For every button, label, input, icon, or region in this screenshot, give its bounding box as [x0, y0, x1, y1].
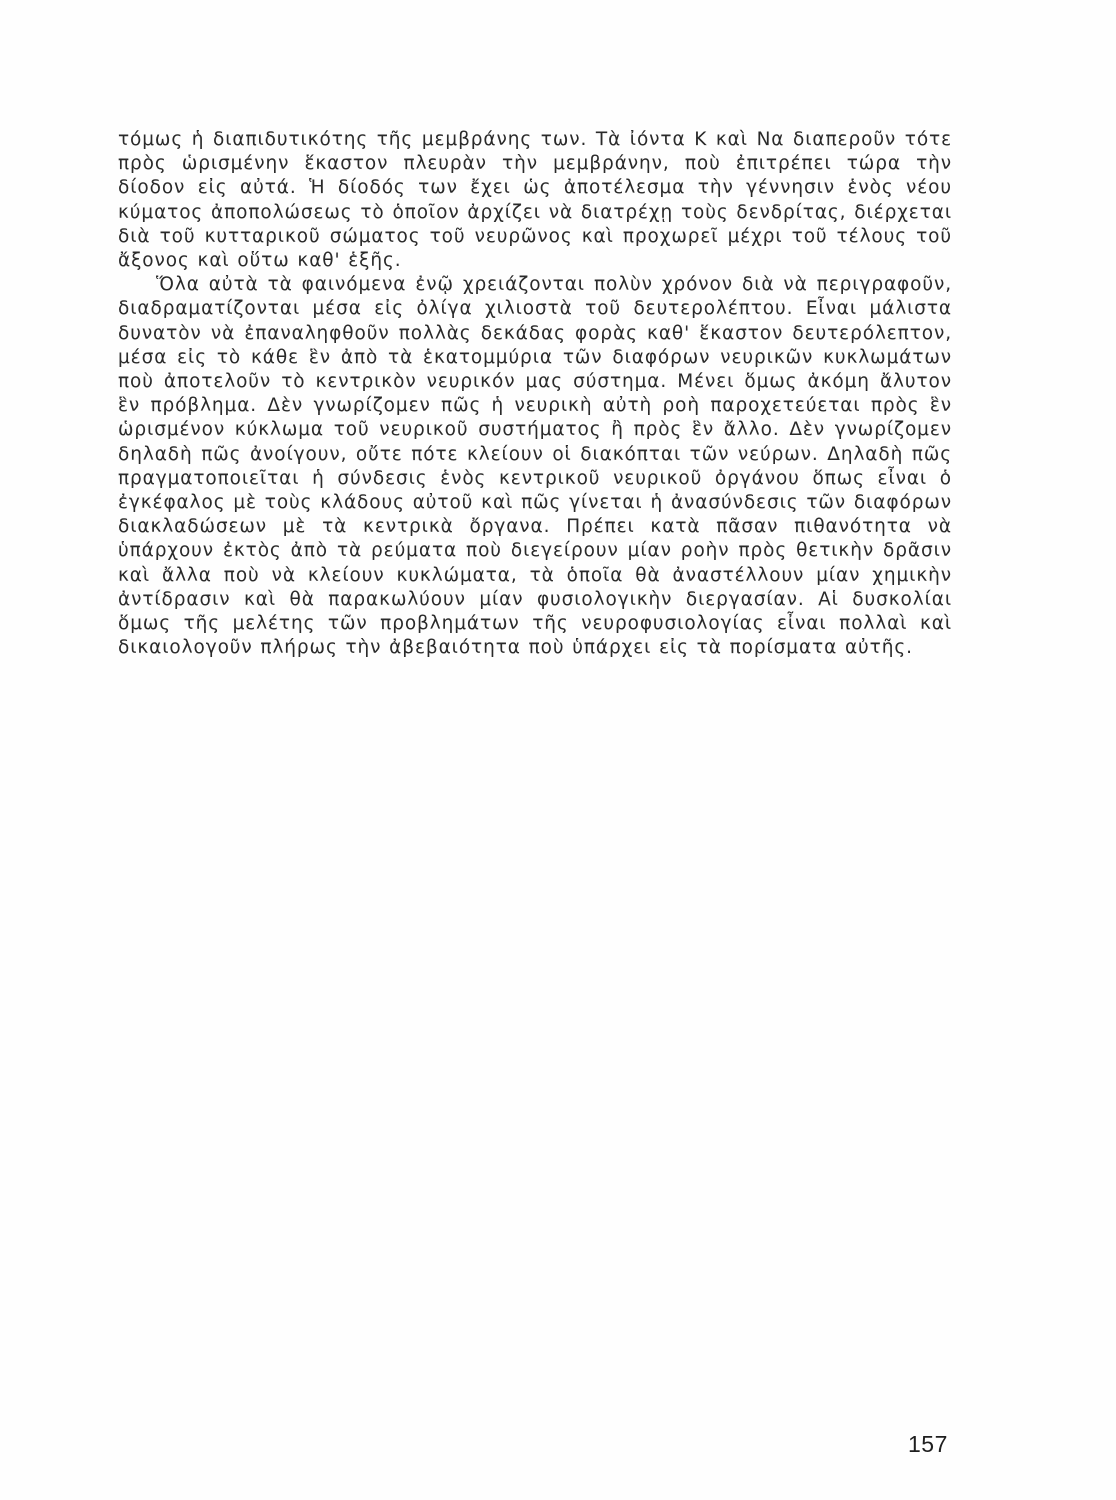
- page-number: 157: [908, 1431, 948, 1457]
- paragraph-neural-flow: Ὅλα αὐτὰ τὰ φαινόμενα ἐνῷ χρειάζονται πολὺν χρόνον διὰ νὰ περιγραφοῦν, διαδραματίζονται μέσα εἰς ὀλίγα χιλιοστὰ τοῦ δευτερολέπτου. Εἶναι μάλιστα δυνατὸν νὰ ἐπαναληφθοῦν πολλὰς δεκάδας φορὰς καθ' ἕκαστον δευτερόλεπτον, μέσα εἰς τὸ κάθε ἓν ἀπὸ τὰ ἑκατομμύρια τῶν διαφόρων νευρικῶν κυκλωμάτων ποὺ ἀποτελοῦν τὸ κεντρικὸν νευρικόν μας σύστημα. Μένει ὅμως ἀκόμη ἄλυτον ἓν πρόβλημα. Δὲν γνωρίζομεν πῶς ἡ νευρικὴ αὐτὴ ροὴ παροχετεύεται πρὸς ἓν ὡρισμένον κύκλωμα τοῦ νευρικοῦ συστήματος ἢ πρὸς ἓν ἄλλο. Δὲν γνωρίζομεν δηλαδὴ πῶς ἀνοίγουν, οὔτε πότε κλείουν οἱ διακόπται τῶν νεύρων. Δηλαδὴ πῶς πραγματοποιεῖται ἡ σύνδεσις ἑνὸς κεντρικοῦ νευρικοῦ ὀργάνου ὅπως εἶναι ὁ ἐγκέφαλος μὲ τοὺς κλάδους αὐτοῦ καὶ πῶς γίνεται ἡ ἀνασύνδεσις τῶν διαφόρων διακλαδώσεων μὲ τὰ κεντρικὰ ὄργανα. Πρέπει κατὰ πᾶσαν πιθανότητα νὰ ὑπάρχουν ἐκτὸς ἀπὸ τὰ ρεύματα ποὺ διεγείρουν μίαν ροὴν πρὸς θετικὴν δρᾶσιν καὶ ἄλλα ποὺ νὰ κλείουν κυκλώματα, τὰ ὁποῖα θὰ ἀναστέλλουν μίαν χημικὴν ἀντίδρασιν καὶ θὰ παρακωλύουν μίαν φυσιολογικὴν διεργασίαν. Αἱ δυσκολίαι ὅμως τῆς μελέτης τῶν προβλημάτων τῆς νευροφυσιολογίας εἶναι πολλαὶ καὶ δικαιολογοῦν πλήρως τὴν ἀβεβαιότητα ποὺ ὑπάρχει εἰς τὰ πορίσματα αὐτῆς.: [118, 274, 952, 659]
- paragraph-continuation: τόμως ἡ διαπιδυτικότης τῆς μεμβράνης των. Τὰ ἰόντα Κ καὶ Να διαπεροῦν τότε πρὸς ὡρισμένην ἕκαστον πλευρὰν τὴν μεμβράνην, ποὺ ἐπιτρέπει τώρα τὴν δίοδον εἰς αὐτά. Ἡ δίοδός των ἔχει ὡς ἀποτέλεσμα τὴν γέννησιν ἑνὸς νέου κύματος ἀποπολώσεως τὸ ὁποῖον ἀρχίζει νὰ διατρέχῃ τοὺς δενδρίτας, διέρχεται διὰ τοῦ κυτταρικοῦ σώματος τοῦ νευρῶνος καὶ προχωρεῖ μέχρι τοῦ τέλους τοῦ ἄξονος καὶ οὕτω καθ' ἑξῆς.: [118, 129, 952, 272]
- body-text: [118, 128, 952, 660]
